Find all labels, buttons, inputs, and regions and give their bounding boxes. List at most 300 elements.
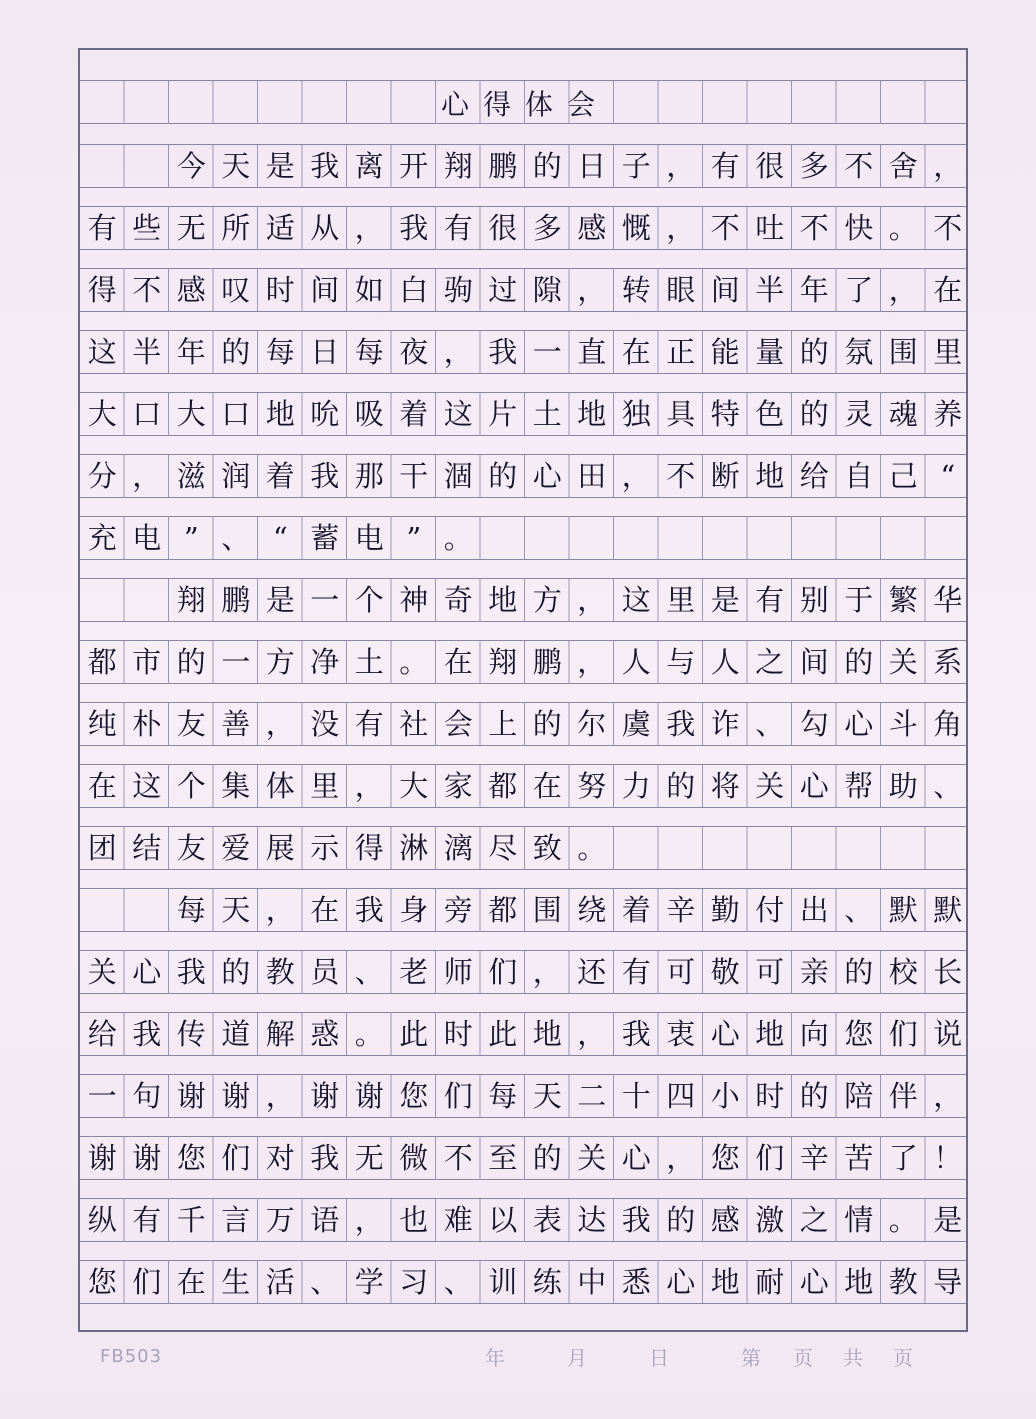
char-cell (926, 827, 971, 869)
char-cell: 土 (532, 396, 562, 431)
char-cell: 心 (132, 954, 162, 989)
char-cell: 的 (532, 706, 562, 741)
char-cell: 很 (488, 210, 518, 245)
char-cell: 田 (577, 458, 607, 493)
char-cell: 地 (755, 458, 785, 493)
text-row (80, 1136, 966, 1180)
char-cell: 虞 (621, 706, 651, 741)
char-cell: 我 (176, 954, 206, 989)
char-cell: 感 (577, 210, 607, 245)
char-cell: 、 (844, 892, 874, 927)
char-cell: ” (183, 520, 199, 555)
char-cell: 每 (176, 892, 206, 927)
char-cell: 白 (399, 272, 429, 307)
footer-page: 页 (793, 1346, 813, 1370)
char-cell: ， (933, 148, 963, 183)
char-cell: 人 (710, 644, 740, 679)
char-cell (748, 517, 793, 559)
char-cell: 地 (844, 1264, 874, 1299)
row-cells (80, 1137, 966, 1179)
char-cell: 慨 (621, 210, 651, 245)
char-cell: 此 (488, 1016, 518, 1051)
row-cells (80, 269, 966, 311)
char-cell: 得 (87, 272, 117, 307)
footer-day: 日 (649, 1346, 669, 1370)
char-cell: 是 (265, 148, 295, 183)
char-cell: 的 (844, 644, 874, 679)
char-cell: 的 (221, 334, 251, 369)
char-cell: 多 (532, 210, 562, 245)
char-cell: 的 (799, 334, 829, 369)
char-cell: 天 (221, 148, 251, 183)
row-cells (80, 1075, 966, 1117)
char-cell: 语 (310, 1202, 340, 1237)
row-cells (80, 207, 966, 249)
char-cell: 地 (577, 396, 607, 431)
char-cell: 在 (933, 272, 963, 307)
row-cells (80, 889, 966, 931)
char-cell: 习 (399, 1264, 429, 1299)
char-cell: 、 (310, 1264, 340, 1299)
char-cell: 还 (577, 954, 607, 989)
char-cell: 心 (710, 1016, 740, 1051)
char-cell: 与 (666, 644, 696, 679)
char-cell: 、 (354, 954, 384, 989)
char-cell: ， (621, 458, 651, 493)
char-cell: 开 (399, 148, 429, 183)
char-cell: 您 (176, 1140, 206, 1175)
char-cell: 眼 (666, 272, 696, 307)
char-cell: 给 (799, 458, 829, 493)
char-cell: 翔 (176, 582, 206, 617)
char-cell: 我 (132, 1016, 162, 1051)
char-cell (792, 517, 837, 559)
char-cell: 朴 (132, 706, 162, 741)
char-cell: 表 (532, 1202, 562, 1237)
char-cell: 特 (710, 396, 740, 431)
char-cell: 辛 (799, 1140, 829, 1175)
char-cell: 里 (666, 582, 696, 617)
char-cell: 的 (666, 768, 696, 803)
char-cell: 口 (221, 396, 251, 431)
char-cell: 有 (710, 148, 740, 183)
char-cell: 在 (310, 892, 340, 927)
text-row (80, 144, 966, 188)
text-row (80, 888, 966, 932)
char-cell: 至 (488, 1140, 518, 1175)
char-cell: 您 (87, 1264, 117, 1299)
char-cell: 的 (532, 148, 562, 183)
char-cell: 无 (354, 1140, 384, 1175)
char-cell: 微 (399, 1140, 429, 1175)
char-cell: 不 (844, 148, 874, 183)
char-cell: 适 (265, 210, 295, 245)
char-cell: 我 (621, 1016, 651, 1051)
char-cell: 个 (176, 768, 206, 803)
char-cell: 二 (577, 1078, 607, 1113)
char-cell: 陪 (844, 1078, 874, 1113)
char-cell: 言 (221, 1202, 251, 1237)
char-cell: 地 (532, 1016, 562, 1051)
char-cell: 对 (265, 1140, 295, 1175)
char-cell: 。 (888, 210, 918, 245)
char-cell: 地 (710, 1264, 740, 1299)
char-cell (80, 145, 125, 187)
footer-month: 月 (567, 1346, 587, 1370)
char-cell: 我 (488, 334, 518, 369)
text-row (80, 392, 966, 436)
char-cell: 半 (755, 272, 785, 307)
footer-page-prefix: 第 (741, 1346, 761, 1370)
char-cell: 上 (488, 706, 518, 741)
text-row (80, 330, 966, 374)
char-cell: 过 (488, 272, 518, 307)
footer-total: 页 (893, 1346, 913, 1370)
char-cell: ， (443, 334, 473, 369)
char-cell: 心 (799, 1264, 829, 1299)
char-cell: 子 (621, 148, 651, 183)
char-cell: 是 (265, 582, 295, 617)
char-cell: 鹏 (488, 148, 518, 183)
char-cell: 斗 (888, 706, 918, 741)
char-cell: 感 (710, 1202, 740, 1237)
char-cell: 一 (310, 582, 340, 617)
char-cell: 滋 (176, 458, 206, 493)
char-cell (837, 517, 882, 559)
char-cell: 句 (132, 1078, 162, 1113)
char-cell: 吸 (354, 396, 384, 431)
char-cell: 感 (176, 272, 206, 307)
char-cell: ， (577, 1016, 607, 1051)
char-cell: 谢 (132, 1140, 162, 1175)
text-row (80, 206, 966, 250)
char-cell: 有 (132, 1202, 162, 1237)
char-cell: 谢 (310, 1078, 340, 1113)
char-cell: 充 (87, 520, 117, 555)
char-cell: 正 (666, 334, 696, 369)
char-cell: 大 (176, 396, 206, 431)
char-cell: 夜 (399, 334, 429, 369)
text-row (80, 268, 966, 312)
char-cell: 心 (532, 458, 562, 493)
char-cell: 助 (888, 768, 918, 803)
char-cell: 可 (755, 954, 785, 989)
char-cell: 的 (176, 644, 206, 679)
char-cell: 从 (310, 210, 340, 245)
char-cell: 们 (488, 954, 518, 989)
char-cell: 时 (755, 1078, 785, 1113)
char-cell: 、 (755, 706, 785, 741)
char-cell (80, 579, 125, 621)
char-cell (703, 517, 748, 559)
title-row (80, 80, 966, 124)
char-cell (481, 517, 526, 559)
char-cell: 着 (399, 396, 429, 431)
char-cell: 给 (87, 1016, 117, 1051)
text-row (80, 950, 966, 994)
char-cell: 翔 (488, 644, 518, 679)
char-cell: 是 (710, 582, 740, 617)
char-cell: 的 (666, 1202, 696, 1237)
char-cell: 如 (354, 272, 384, 307)
char-cell: 无 (176, 210, 206, 245)
char-cell: 们 (755, 1140, 785, 1175)
char-cell (881, 517, 926, 559)
char-cell: 不 (132, 272, 162, 307)
char-cell: 集 (221, 768, 251, 803)
row-cells (80, 1013, 966, 1055)
char-cell: 神 (399, 582, 429, 617)
char-cell: 敬 (710, 954, 740, 989)
char-cell: 我 (354, 892, 384, 927)
char-cell: 诈 (710, 706, 740, 741)
char-cell: 间 (799, 644, 829, 679)
char-cell: 可 (666, 954, 696, 989)
char-cell: 净 (310, 644, 340, 679)
char-cell: 尔 (577, 706, 607, 741)
char-cell: 。 (443, 520, 473, 555)
row-cells (80, 1261, 966, 1303)
char-cell: 悉 (621, 1264, 651, 1299)
char-cell: 翔 (443, 148, 473, 183)
char-cell: 地 (755, 1016, 785, 1051)
char-cell: 人 (621, 644, 651, 679)
char-cell: 。 (888, 1202, 918, 1237)
char-cell: 的 (799, 1078, 829, 1113)
char-cell: ， (577, 582, 607, 617)
char-cell: 体 (265, 768, 295, 803)
char-cell: 团 (87, 830, 117, 865)
char-cell: 们 (443, 1078, 473, 1113)
char-cell: 关 (577, 1140, 607, 1175)
char-cell: 间 (710, 272, 740, 307)
char-cell: 大 (399, 768, 429, 803)
char-cell (703, 827, 748, 869)
char-cell: 传 (176, 1016, 206, 1051)
char-cell: 围 (532, 892, 562, 927)
char-cell: 口 (132, 396, 162, 431)
char-cell: 一 (221, 644, 251, 679)
char-cell (125, 889, 170, 931)
char-cell: 活 (265, 1264, 295, 1299)
char-cell: 默 (933, 892, 963, 927)
char-cell: 快 (844, 210, 874, 245)
char-cell: 舍 (888, 148, 918, 183)
char-cell: ， (354, 210, 384, 245)
char-cell: 奇 (443, 582, 473, 617)
form-code: FB503 (100, 1346, 163, 1367)
char-cell (926, 517, 971, 559)
footer-date (485, 1342, 945, 1371)
char-cell: 没 (310, 706, 340, 741)
char-cell: 努 (577, 768, 607, 803)
char-cell: 年 (799, 272, 829, 307)
char-cell: 、 (443, 1264, 473, 1299)
char-cell: 有 (354, 706, 384, 741)
char-cell: 分 (87, 458, 117, 493)
char-cell: 们 (132, 1264, 162, 1299)
char-cell: 鹏 (532, 644, 562, 679)
char-cell: ， (666, 210, 696, 245)
row-cells (80, 641, 966, 683)
char-cell (659, 827, 704, 869)
char-cell: 在 (176, 1264, 206, 1299)
char-cell: 谢 (221, 1078, 251, 1113)
char-cell: 繁 (888, 582, 918, 617)
char-cell (614, 517, 659, 559)
char-cell: 将 (710, 768, 740, 803)
char-cell: 难 (443, 1202, 473, 1237)
row-cells (80, 145, 966, 187)
char-cell: 这 (132, 768, 162, 803)
char-cell: 片 (488, 396, 518, 431)
char-cell: ， (888, 272, 918, 307)
char-cell: 有 (621, 954, 651, 989)
char-cell: 谢 (87, 1140, 117, 1175)
char-cell: 多 (799, 148, 829, 183)
char-cell: 大 (87, 396, 117, 431)
char-cell: 能 (710, 334, 740, 369)
char-cell: 些 (132, 210, 162, 245)
char-cell: ” (406, 520, 422, 555)
char-cell: 情 (844, 1202, 874, 1237)
char-cell: 社 (399, 706, 429, 741)
text-row (80, 1074, 966, 1118)
char-cell: 辛 (666, 892, 696, 927)
char-cell: 道 (221, 1016, 251, 1051)
char-cell: 伴 (888, 1078, 918, 1113)
char-cell: 关 (888, 644, 918, 679)
char-cell: 纵 (87, 1202, 117, 1237)
char-cell: 惑 (310, 1016, 340, 1051)
char-cell: 这 (87, 334, 117, 369)
char-cell: 向 (799, 1016, 829, 1051)
char-cell: 会 (443, 706, 473, 741)
char-cell: 今 (176, 148, 206, 183)
char-cell: 四 (666, 1078, 696, 1113)
char-cell: 在 (621, 334, 651, 369)
char-cell: 我 (310, 148, 340, 183)
char-cell: 爱 (221, 830, 251, 865)
row-cells (80, 951, 966, 993)
char-cell: 了 (844, 272, 874, 307)
char-cell: 自 (844, 458, 874, 493)
row-cells (80, 393, 966, 435)
char-cell: 家 (443, 768, 473, 803)
text-row (80, 640, 966, 684)
char-cell: “ (940, 458, 956, 493)
char-cell (125, 579, 170, 621)
char-cell: 纯 (87, 706, 117, 741)
text-row (80, 454, 966, 498)
char-cell: 是 (933, 1202, 963, 1237)
char-cell: ， (265, 892, 295, 927)
char-cell: 绕 (577, 892, 607, 927)
char-cell: 解 (265, 1016, 295, 1051)
manuscript-grid (78, 48, 968, 1332)
char-cell: 个 (354, 582, 384, 617)
char-cell: 教 (888, 1264, 918, 1299)
char-cell: 。 (577, 830, 607, 865)
char-cell: ， (265, 706, 295, 741)
char-cell: 一 (87, 1078, 117, 1113)
char-cell: 这 (443, 396, 473, 431)
char-cell: 地 (488, 582, 518, 617)
char-cell: 的 (799, 396, 829, 431)
char-cell: 我 (310, 458, 340, 493)
row-cells (80, 455, 966, 497)
char-cell: 围 (888, 334, 918, 369)
char-cell: 、 (933, 768, 963, 803)
char-cell: 吮 (310, 396, 340, 431)
char-cell: 谢 (354, 1078, 384, 1113)
char-cell: 淋 (399, 830, 429, 865)
char-cell: 勤 (710, 892, 740, 927)
char-cell: 干 (399, 458, 429, 493)
char-cell (614, 827, 659, 869)
char-cell: 学 (354, 1264, 384, 1299)
char-cell: 力 (621, 768, 651, 803)
char-cell: 断 (710, 458, 740, 493)
char-cell: 所 (221, 210, 251, 245)
char-cell: 教 (265, 954, 295, 989)
char-cell: 色 (755, 396, 785, 431)
char-cell: 有 (87, 210, 117, 245)
char-cell: 心 (621, 1140, 651, 1175)
char-cell: 尽 (488, 830, 518, 865)
char-cell: 在 (87, 768, 117, 803)
char-cell: 师 (443, 954, 473, 989)
char-cell: 心 (799, 768, 829, 803)
char-cell: 心 (666, 1264, 696, 1299)
char-cell: 练 (532, 1264, 562, 1299)
char-cell: 出 (799, 892, 829, 927)
char-cell: 着 (265, 458, 295, 493)
char-cell: 也 (399, 1202, 429, 1237)
char-cell: 万 (265, 1202, 295, 1237)
char-cell: 的 (844, 954, 874, 989)
char-cell: 了 (888, 1140, 918, 1175)
text-row (80, 578, 966, 622)
char-cell: 勾 (799, 706, 829, 741)
char-cell: 们 (888, 1016, 918, 1051)
text-row (80, 826, 966, 870)
char-cell: ， (666, 148, 696, 183)
char-cell: 华 (933, 582, 963, 617)
char-cell: ， (532, 954, 562, 989)
char-cell: 涸 (443, 458, 473, 493)
char-cell: 日 (577, 148, 607, 183)
row-cells (80, 827, 966, 869)
char-cell: 的 (488, 458, 518, 493)
char-cell: 天 (221, 892, 251, 927)
char-cell: 们 (221, 1140, 251, 1175)
row-cells (80, 703, 966, 745)
char-cell: 鹏 (221, 582, 251, 617)
text-row (80, 764, 966, 808)
char-cell: ！ (933, 1140, 963, 1175)
char-cell: 训 (488, 1264, 518, 1299)
char-cell: 的 (532, 1140, 562, 1175)
char-cell: 老 (399, 954, 429, 989)
char-cell: 有 (755, 582, 785, 617)
char-cell: 养 (933, 396, 963, 431)
text-row (80, 1198, 966, 1242)
char-cell (881, 827, 926, 869)
char-cell: 方 (532, 582, 562, 617)
char-cell: “ (272, 520, 288, 555)
char-cell (570, 517, 615, 559)
